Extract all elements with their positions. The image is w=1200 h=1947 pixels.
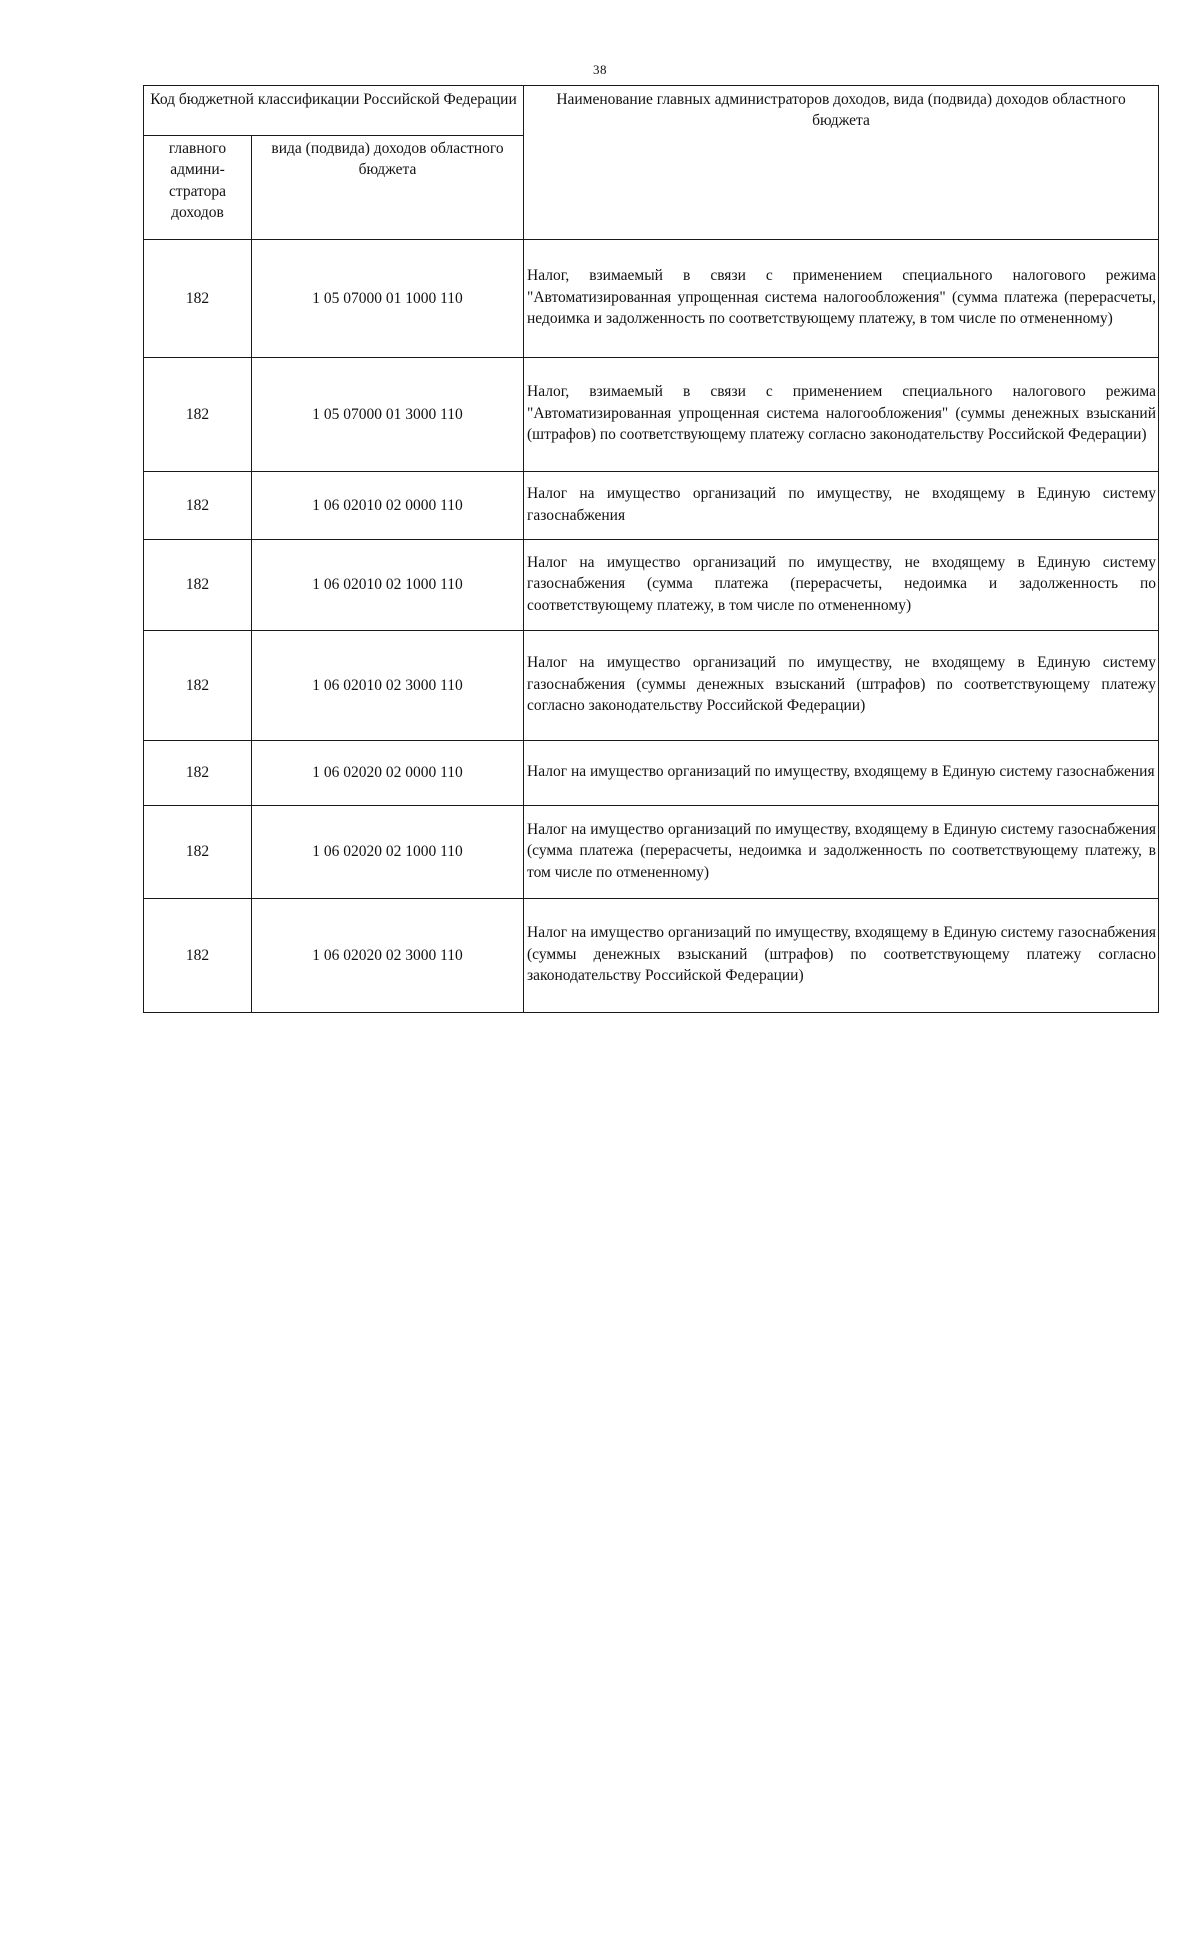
table-row [144, 540, 1159, 631]
admin-code-cell: 182 [144, 899, 252, 1013]
income-code-cell: 1 06 02010 02 0000 110 [252, 472, 524, 540]
income-name-cell: Налог на имущество организаций по имуществу, входящему в Единую систему газоснабжения (суммы денежных взысканий (штрафов) по соответствующему платежу согласно законодательству Российской Федерации) [524, 899, 1159, 1013]
admin-code-cell: 182 [144, 358, 252, 472]
admin-code-cell: 182 [144, 540, 252, 631]
admin-code-cell: 182 [144, 741, 252, 806]
table-header-row [144, 86, 1159, 136]
income-name-cell: Налог, взимаемый в связи с применением специального налогового режима "Автоматизированная упрощенная система налогообложения" (суммы денежных взысканий (штрафов) по соответствующему платежу согласно законодательству Российской Федерации) [524, 358, 1159, 472]
header-type-column: вида (подвида) доходов областного бюджета [252, 136, 524, 240]
budget-codes-table [143, 85, 1159, 1013]
income-name-cell: Налог на имущество организаций по имуществу, входящему в Единую систему газоснабжения (сумма платежа (перерасчеты, недоимка и задолженность по соответствующему платежу, в том числе по отмененному) [524, 806, 1159, 899]
income-name-cell: Налог на имущество организаций по имуществу, не входящему в Единую систему газоснабжения (сумма платежа (перерасчеты, недоимка и задолженность по соответствующему платежу, в том числе по отмененному) [524, 540, 1159, 631]
income-code-cell: 1 06 02020 02 1000 110 [252, 806, 524, 899]
table-row [144, 358, 1159, 472]
admin-code-cell: 182 [144, 631, 252, 741]
income-name-cell: Налог, взимаемый в связи с применением специального налогового режима "Автоматизированная упрощенная система налогообложения" (сумма платежа (перерасчеты, недоимка и задолженность по соответствующему платежу, в том числе по отмененному) [524, 240, 1159, 358]
table-row [144, 741, 1159, 806]
table-row [144, 806, 1159, 899]
income-code-cell: 1 05 07000 01 3000 110 [252, 358, 524, 472]
table-row [144, 472, 1159, 540]
table-row [144, 899, 1159, 1013]
header-admin-column: главного админи-стратора доходов [144, 136, 252, 240]
income-name-cell: Налог на имущество организаций по имуществу, не входящему в Единую систему газоснабжения (суммы денежных взысканий (штрафов) по соответствующему платежу согласно законодательству Российской Федерации) [524, 631, 1159, 741]
income-code-cell: 1 06 02020 02 3000 110 [252, 899, 524, 1013]
income-code-cell: 1 06 02020 02 0000 110 [252, 741, 524, 806]
income-code-cell: 1 05 07000 01 1000 110 [252, 240, 524, 358]
income-code-cell: 1 06 02010 02 3000 110 [252, 631, 524, 741]
income-name-cell: Налог на имущество организаций по имуществу, входящему в Единую систему газоснабжения [524, 741, 1159, 806]
admin-code-cell: 182 [144, 806, 252, 899]
table-row [144, 240, 1159, 358]
income-name-cell: Налог на имущество организаций по имуществу, не входящему в Единую систему газоснабжения [524, 472, 1159, 540]
header-name-column: Наименование главных администраторов доходов, вида (подвида) доходов областного бюджета [524, 86, 1159, 240]
page-number: 38 [593, 62, 607, 77]
admin-code-cell: 182 [144, 472, 252, 540]
admin-code-cell: 182 [144, 240, 252, 358]
table-row [144, 631, 1159, 741]
header-code-group: Код бюджетной классификации Российской Федерации [144, 86, 524, 136]
income-code-cell: 1 06 02010 02 1000 110 [252, 540, 524, 631]
